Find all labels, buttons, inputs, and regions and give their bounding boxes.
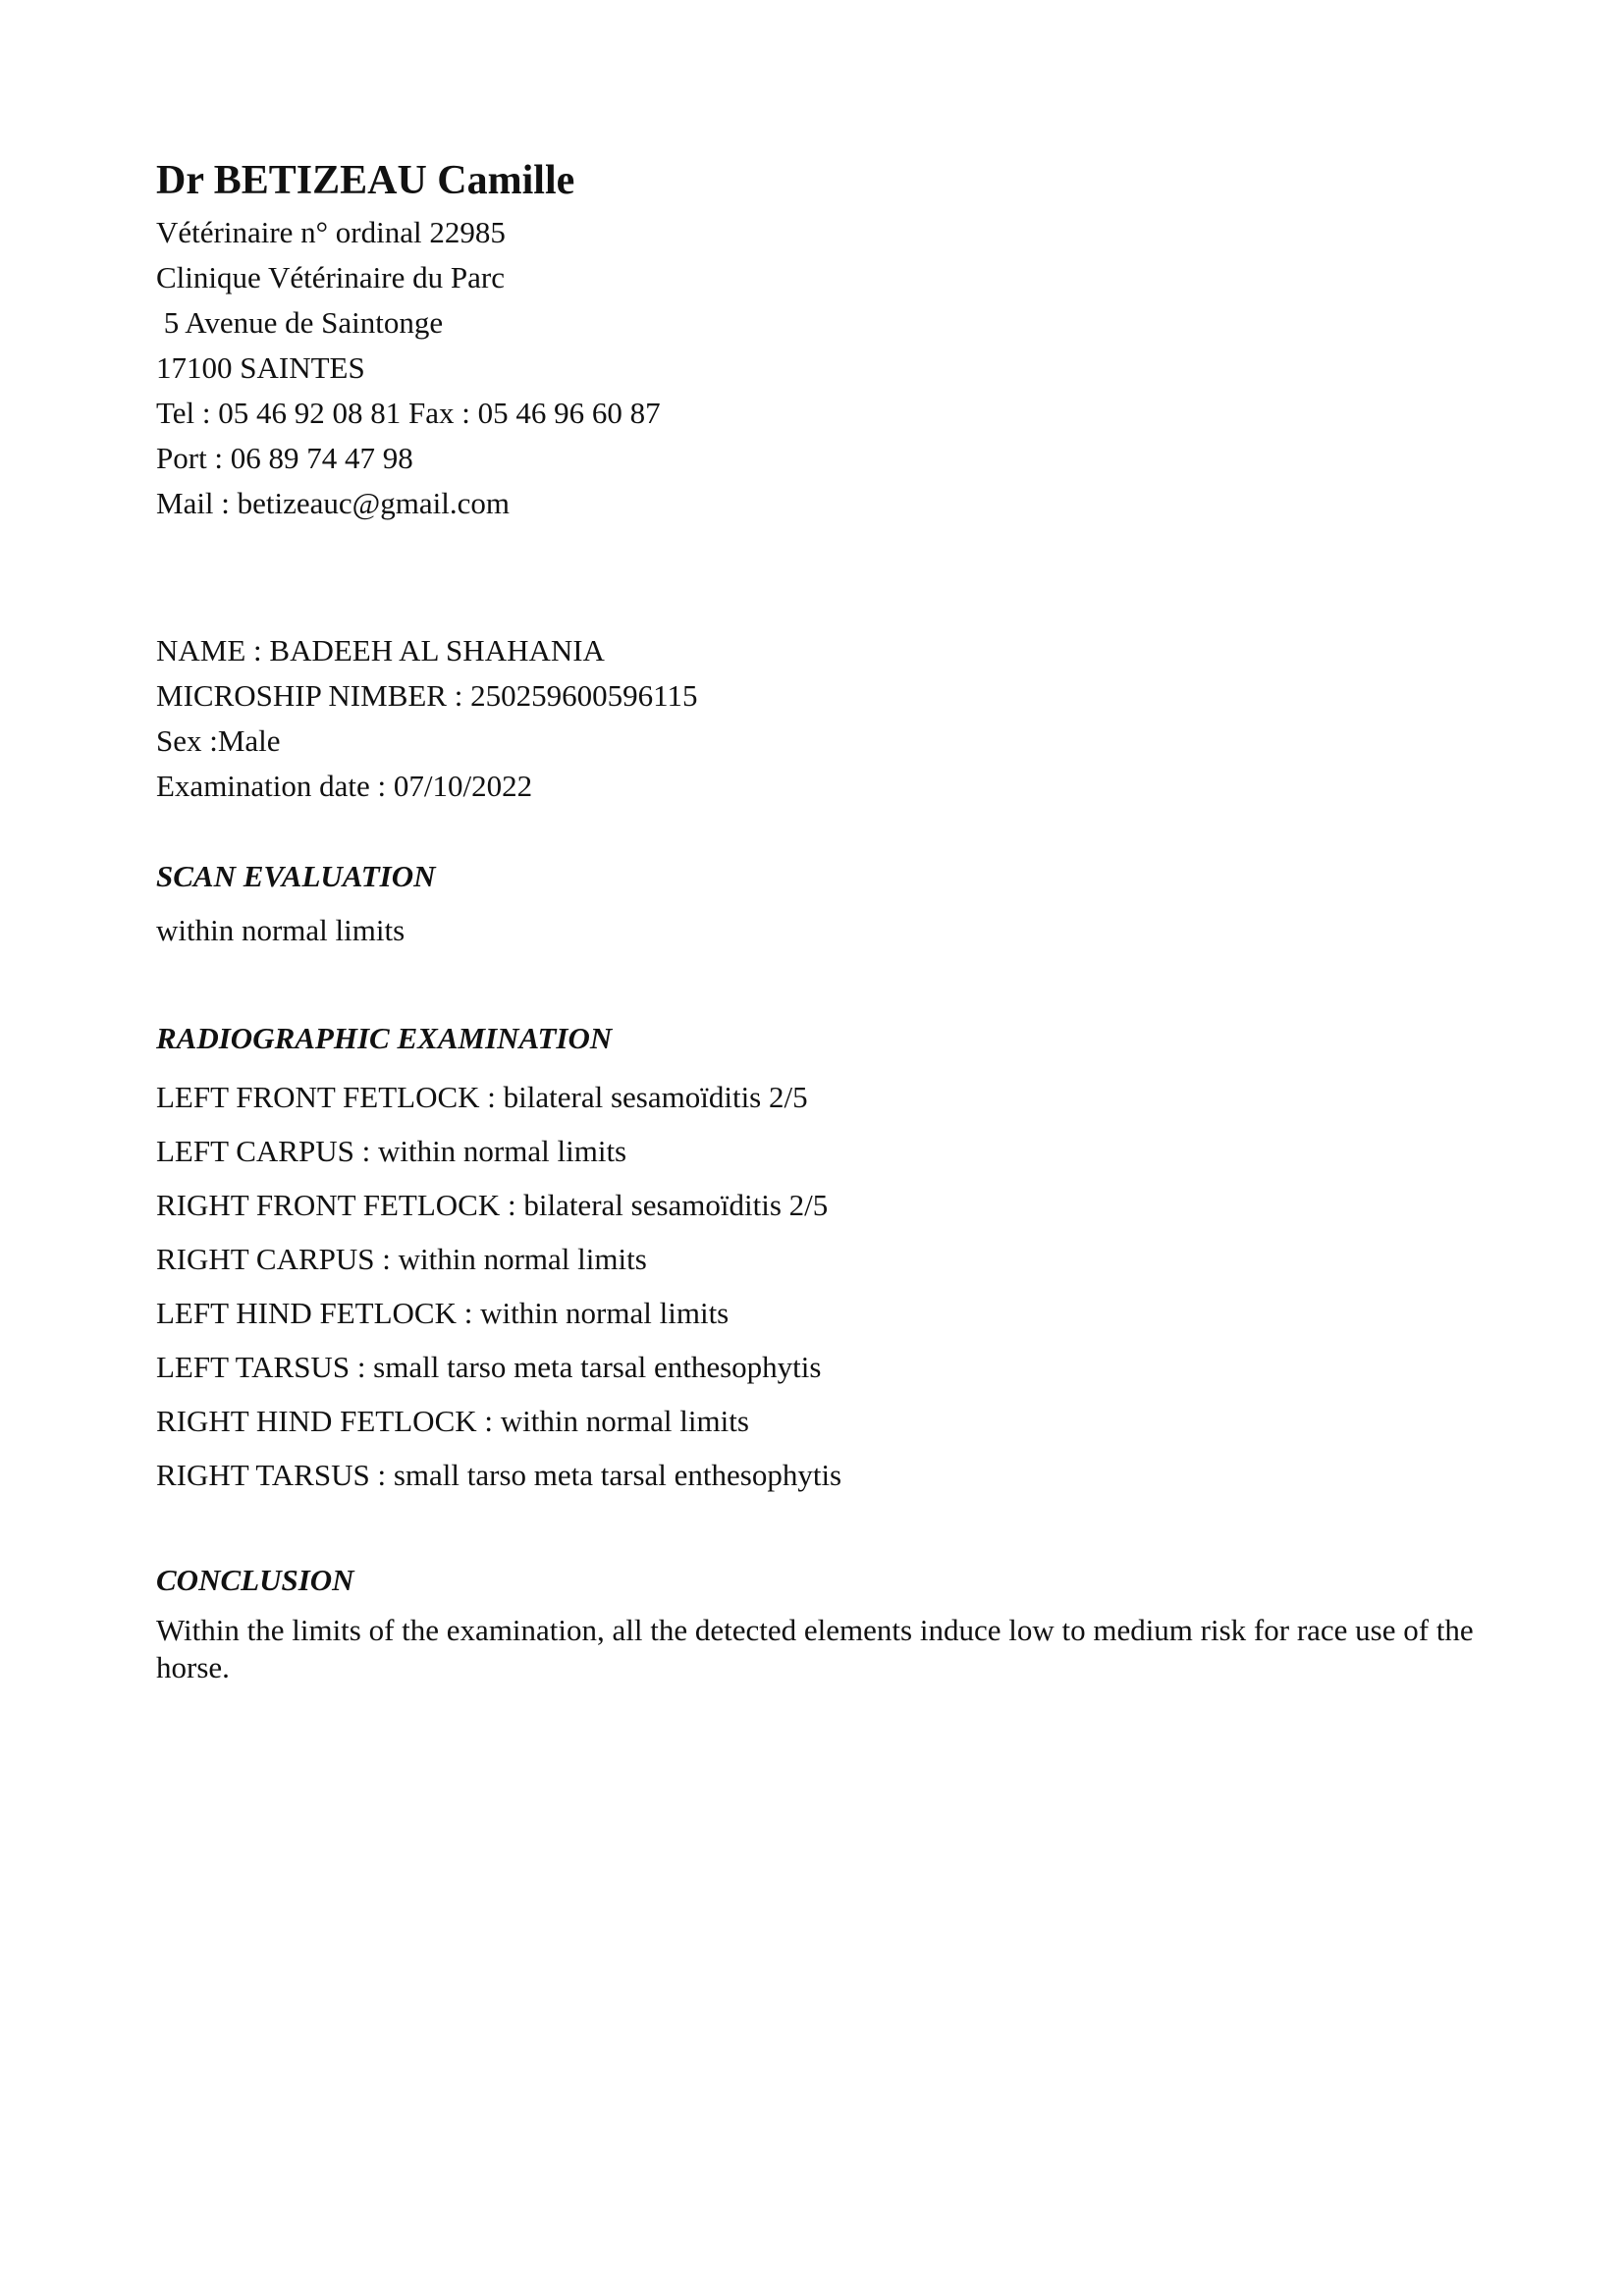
radiographic-examination-title: RADIOGRAPHIC EXAMINATION <box>156 1021 613 1055</box>
patient-sex: Sex :Male <box>156 723 281 758</box>
practice-info <box>156 210 1472 526</box>
radiographic-findings-list <box>156 1070 1472 1502</box>
scan-evaluation-title: SCAN EVALUATION <box>156 859 436 893</box>
finding-right-carpus: RIGHT CARPUS : within normal limits <box>156 1242 647 1276</box>
ordinal-number: Vétérinaire n° ordinal 22985 <box>156 215 506 249</box>
conclusion-text: Within the limits of the examination, all the detected elements induce low to medium risk for race use of the horse. <box>156 1613 1474 1684</box>
scan-evaluation-text: within normal limits <box>156 913 406 947</box>
microchip-number: MICROSHIP NIMBER : 250259600596115 <box>156 678 698 713</box>
clinic-name: Clinique Vétérinaire du Parc <box>156 260 505 294</box>
finding-left-carpus: LEFT CARPUS : within normal limits <box>156 1134 627 1168</box>
finding-right-front-fetlock: RIGHT FRONT FETLOCK : bilateral sesamoïditis 2/5 <box>156 1188 829 1222</box>
phone-fax: Tel : 05 46 92 08 81 Fax : 05 46 96 60 87 <box>156 396 661 430</box>
doctor-name: Dr BETIZEAU Camille <box>156 158 575 203</box>
examination-date: Examination date : 07/10/2022 <box>156 769 533 803</box>
conclusion-body <box>156 1612 1482 1686</box>
finding-right-hind-fetlock: RIGHT HIND FETLOCK : within normal limits <box>156 1404 749 1438</box>
finding-right-tarsus: RIGHT TARSUS : small tarso meta tarsal enthesophytis <box>156 1458 842 1492</box>
email: Mail : betizeauc@gmail.com <box>156 486 510 520</box>
finding-left-tarsus: LEFT TARSUS : small tarso meta tarsal enthesophytis <box>156 1350 822 1384</box>
finding-left-hind-fetlock: LEFT HIND FETLOCK : within normal limits <box>156 1296 730 1330</box>
patient-info <box>156 628 1472 809</box>
patient-name: NAME : BADEEH AL SHAHANIA <box>156 633 605 667</box>
mobile-phone: Port : 06 89 74 47 98 <box>156 441 413 475</box>
postal-city: 17100 SAINTES <box>156 350 365 385</box>
conclusion-title: CONCLUSION <box>156 1563 354 1597</box>
finding-left-front-fetlock: LEFT FRONT FETLOCK : bilateral sesamoïditis 2/5 <box>156 1080 808 1114</box>
street-address: 5 Avenue de Saintonge <box>156 305 444 340</box>
